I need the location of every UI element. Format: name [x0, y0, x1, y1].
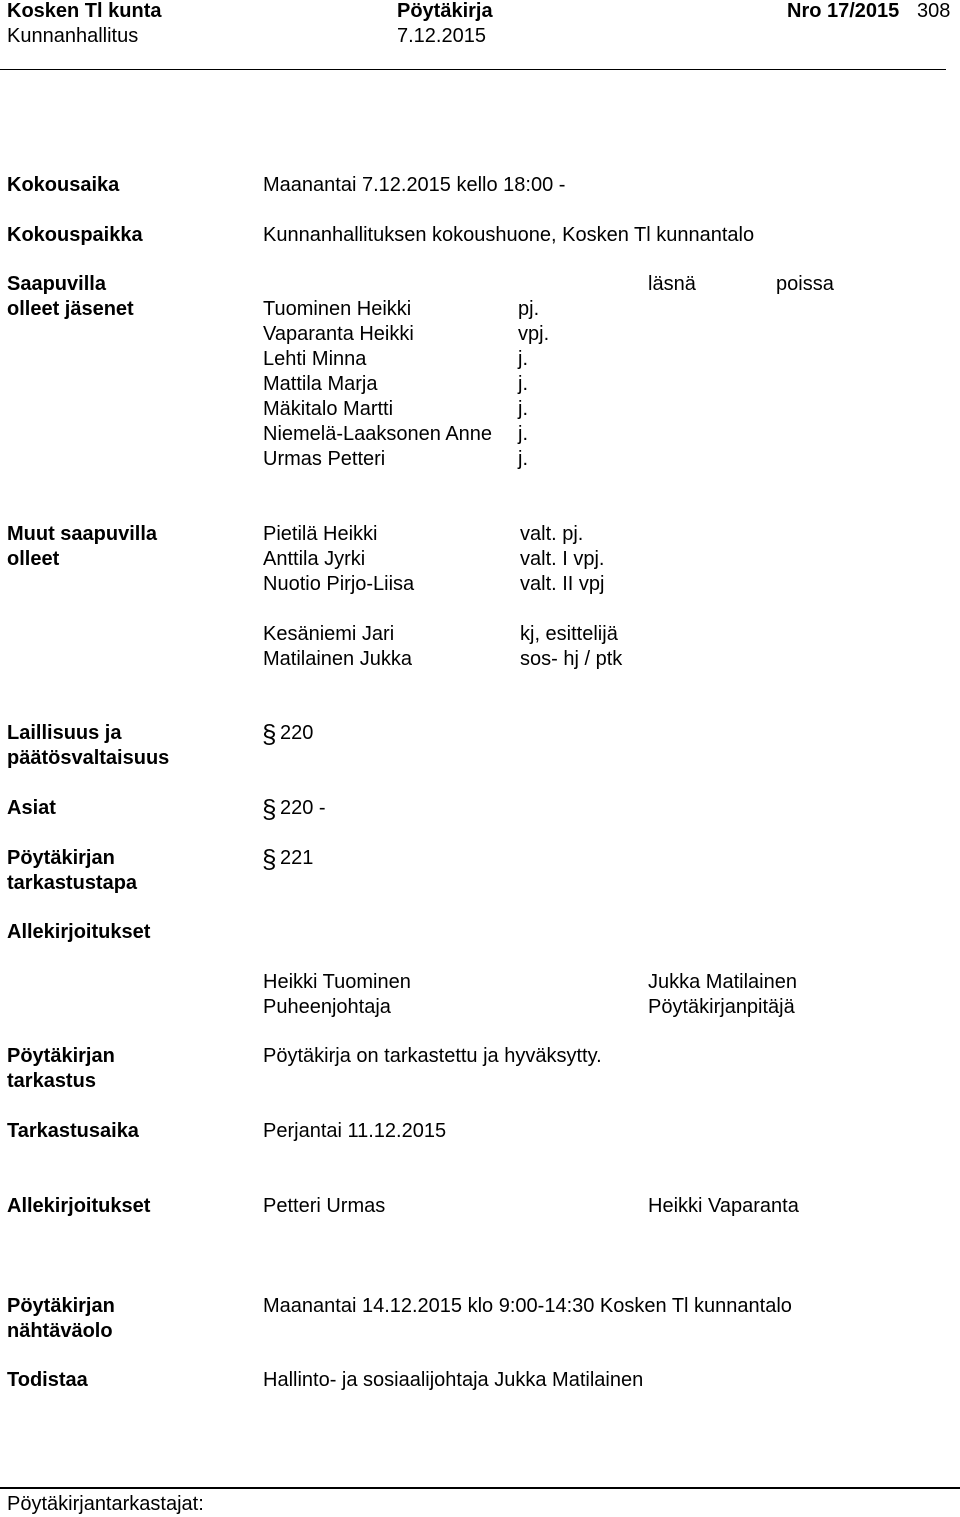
member-role: j.: [518, 448, 528, 470]
header-number: Nro 17/2015: [787, 0, 900, 22]
other-person-role: valt. pj.: [520, 523, 584, 545]
header-rule: [0, 69, 946, 70]
header-doc-type: Pöytäkirja: [397, 0, 493, 22]
section-sign-icon: §: [262, 844, 277, 874]
items-value: 220 -: [280, 797, 326, 819]
member-name: Vaparanta Heikki: [263, 323, 414, 345]
reviewer-1-name: Petteri Urmas: [263, 1195, 386, 1217]
section-sign-icon: §: [262, 719, 277, 749]
review-method-label-line1: Pöytäkirjan: [7, 847, 115, 869]
review-value: Pöytäkirja on tarkastettu ja hyväksytty.: [263, 1045, 602, 1067]
others-label-line2: olleet: [7, 548, 60, 570]
member-name: Niemelä-Laaksonen Anne: [263, 423, 493, 445]
display-label-line1: Pöytäkirjan: [7, 1295, 115, 1317]
member-role: j.: [518, 373, 528, 395]
member-role: vpj.: [518, 323, 550, 345]
signatures-label: Allekirjoitukset: [7, 921, 151, 943]
other-person-role: valt. II vpj: [520, 573, 605, 595]
items-label: Asiat: [7, 797, 56, 819]
other-person-name: Matilainen Jukka: [263, 648, 412, 670]
meeting-place-value: Kunnanhallituksen kokoushuone, Kosken Tl kunnantalo: [263, 224, 755, 246]
member-role: j.: [518, 423, 528, 445]
other-person-role: kj, esittelijä: [520, 623, 618, 645]
other-person-name: Anttila Jyrki: [263, 548, 366, 570]
header-date: 7.12.2015: [397, 25, 486, 47]
footer-rule: [0, 1487, 960, 1489]
display-value: Maanantai 14.12.2015 klo 9:00-14:30 Kosken Tl kunnantalo: [263, 1295, 792, 1317]
meeting-place-label: Kokouspaikka: [7, 224, 143, 246]
legality-label-line2: päätösvaltaisuus: [7, 747, 170, 769]
certify-label: Todistaa: [7, 1369, 88, 1391]
review-time-value: Perjantai 11.12.2015: [263, 1120, 447, 1142]
header-body-name: Kunnanhallitus: [7, 25, 139, 47]
header-org: Kosken Tl kunta: [7, 0, 162, 22]
member-role: pj.: [518, 298, 540, 320]
attendance-label-line1: Saapuvilla: [7, 273, 106, 295]
reviewer-2-name: Heikki Vaparanta: [648, 1195, 799, 1217]
footer-reviewers-label: Pöytäkirjantarkastajat:: [7, 1493, 204, 1515]
other-person-name: Pietilä Heikki: [263, 523, 378, 545]
attendance-col-absent: poissa: [776, 273, 834, 295]
secretary-title: Pöytäkirjanpitäjä: [648, 996, 795, 1018]
attendance-label-line2: olleet jäsenet: [7, 298, 134, 320]
legality-value: 220: [280, 722, 314, 744]
meeting-time-value: Maanantai 7.12.2015 kello 18:00 -: [263, 174, 566, 196]
other-person-role: sos- hj / ptk: [520, 648, 623, 670]
member-name: Urmas Petteri: [263, 448, 386, 470]
member-name: Lehti Minna: [263, 348, 367, 370]
member-role: j.: [518, 398, 528, 420]
header-page-number: 308: [917, 0, 951, 22]
reviewer-signatures-label: Allekirjoitukset: [7, 1195, 151, 1217]
member-name: Mattila Marja: [263, 373, 378, 395]
other-person-role: valt. I vpj.: [520, 548, 605, 570]
review-label-line1: Pöytäkirjan: [7, 1045, 115, 1067]
certify-value: Hallinto- ja sosiaalijohtaja Jukka Matilainen: [263, 1369, 644, 1391]
review-method-value: 221: [280, 847, 314, 869]
member-name: Tuominen Heikki: [263, 298, 412, 320]
review-method-label-line2: tarkastustapa: [7, 872, 138, 894]
member-name: Mäkitalo Martti: [263, 398, 394, 420]
meeting-time-label: Kokousaika: [7, 174, 120, 196]
secretary-name: Jukka Matilainen: [648, 971, 797, 993]
member-role: j.: [518, 348, 528, 370]
other-person-name: Kesäniemi Jari: [263, 623, 395, 645]
review-time-label: Tarkastusaika: [7, 1120, 139, 1142]
other-person-name: Nuotio Pirjo-Liisa: [263, 573, 415, 595]
legality-label-line1: Laillisuus ja: [7, 722, 122, 744]
chair-title: Puheenjohtaja: [263, 996, 391, 1018]
others-label-line1: Muut saapuvilla: [7, 523, 158, 545]
display-label-line2: nähtäväolo: [7, 1320, 113, 1342]
review-label-line2: tarkastus: [7, 1070, 96, 1092]
section-sign-icon: §: [262, 794, 277, 824]
chair-name: Heikki Tuominen: [263, 971, 411, 993]
attendance-col-present: läsnä: [648, 273, 696, 295]
